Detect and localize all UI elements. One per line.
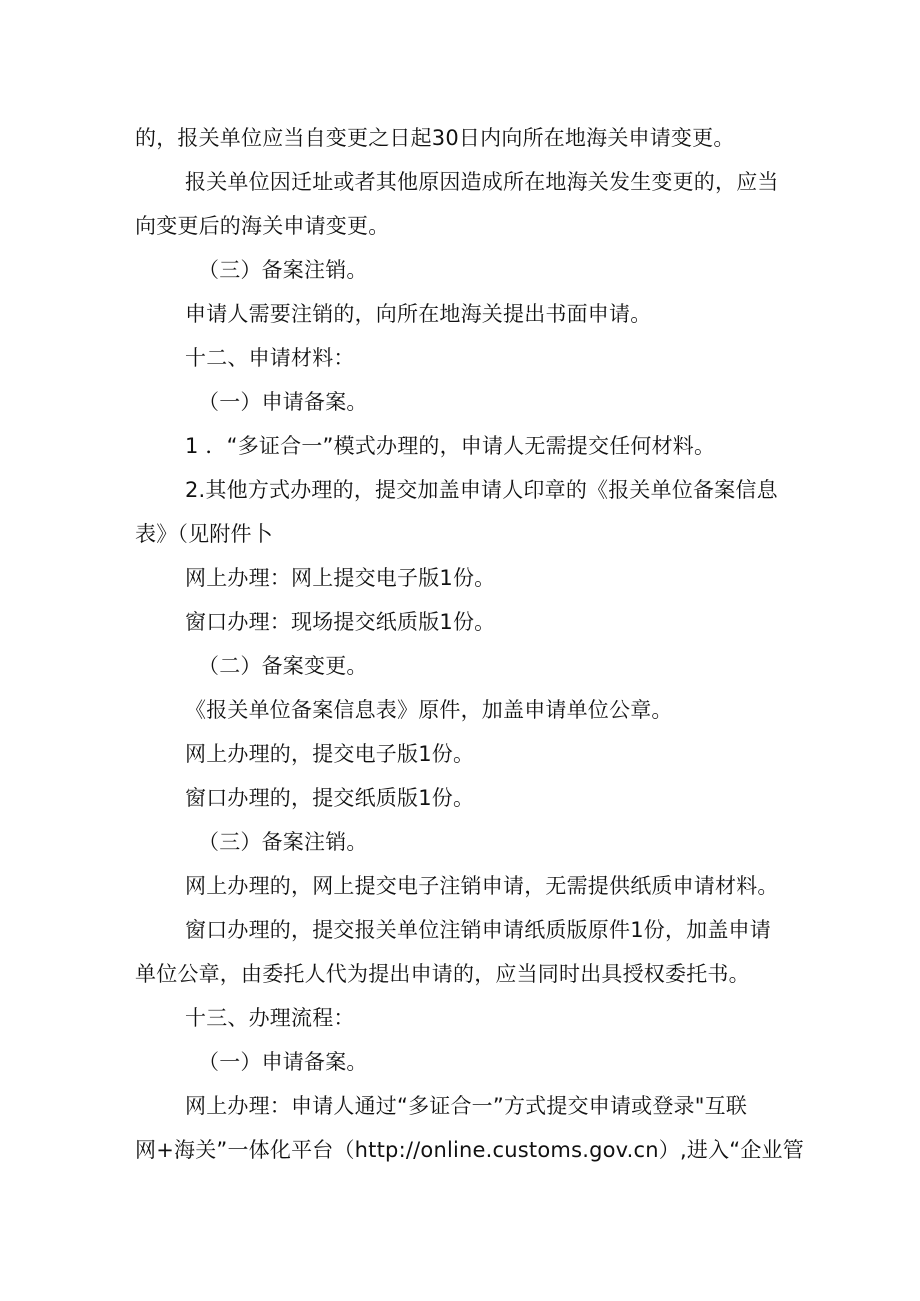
text-line-2: 报关单位因迁址或者其他原因造成所在地海关发生变更的，应当 <box>185 170 779 194</box>
text-line-14: 《报关单位备案信息表》原件，加盖申请单位公章。 <box>185 698 673 722</box>
text-line-9: 2.其他方式办理的，提交加盖申请人印章的《报关单位备案信息 <box>185 478 778 502</box>
heading-application-materials: 十二、申请材料： <box>185 346 355 370</box>
section-heading-cancel-1: （三）备案注销。 <box>198 258 368 282</box>
text-line-24: 网+海关”一体化平台（http://online.customs.gov.cn）,进入“企业管 <box>135 1138 804 1162</box>
text-line-12: 窗口办理：现场提交纸质版1份。 <box>185 610 496 634</box>
text-line-15: 网上办理的，提交电子版1份。 <box>185 742 475 766</box>
text-line-23: 网上办理：申请人通过“多证合一”方式提交申请或登录"互联 <box>185 1094 748 1118</box>
text-line-10: 表》（见附件卜 <box>135 522 273 546</box>
text-line-5: 申请人需要注销的，向所在地海关提出书面申请。 <box>185 302 652 326</box>
text-line-20: 单位公章，由委托人代为提出申请的，应当同时出具授权委托书。 <box>135 962 750 986</box>
heading-process: 十三、办理流程： <box>185 1006 355 1030</box>
section-heading-apply-2: （一）申请备案。 <box>198 1050 368 1074</box>
section-heading-change: （二）备案变更。 <box>198 654 368 678</box>
text-line-8: 1 ．“多证合一”模式办理的，申请人无需提交任何材料。 <box>185 434 716 458</box>
text-line-1: 的，报关单位应当自变更之日起30日内向所在地海关申请变更。 <box>135 126 735 150</box>
section-heading-apply: （一）申请备案。 <box>198 390 368 414</box>
section-heading-cancel-2: （三）备案注销。 <box>198 830 368 854</box>
text-line-11: 网上办理：网上提交电子版1份。 <box>185 566 496 590</box>
text-line-19: 窗口办理的，提交报关单位注销申请纸质版原件1份，加盖申请 <box>185 918 771 942</box>
text-line-18: 网上办理的，网上提交电子注销申请，无需提供纸质申请材料。 <box>185 874 779 898</box>
text-line-16: 窗口办理的，提交纸质版1份。 <box>185 786 475 810</box>
text-line-3: 向变更后的海关申请变更。 <box>135 214 390 238</box>
